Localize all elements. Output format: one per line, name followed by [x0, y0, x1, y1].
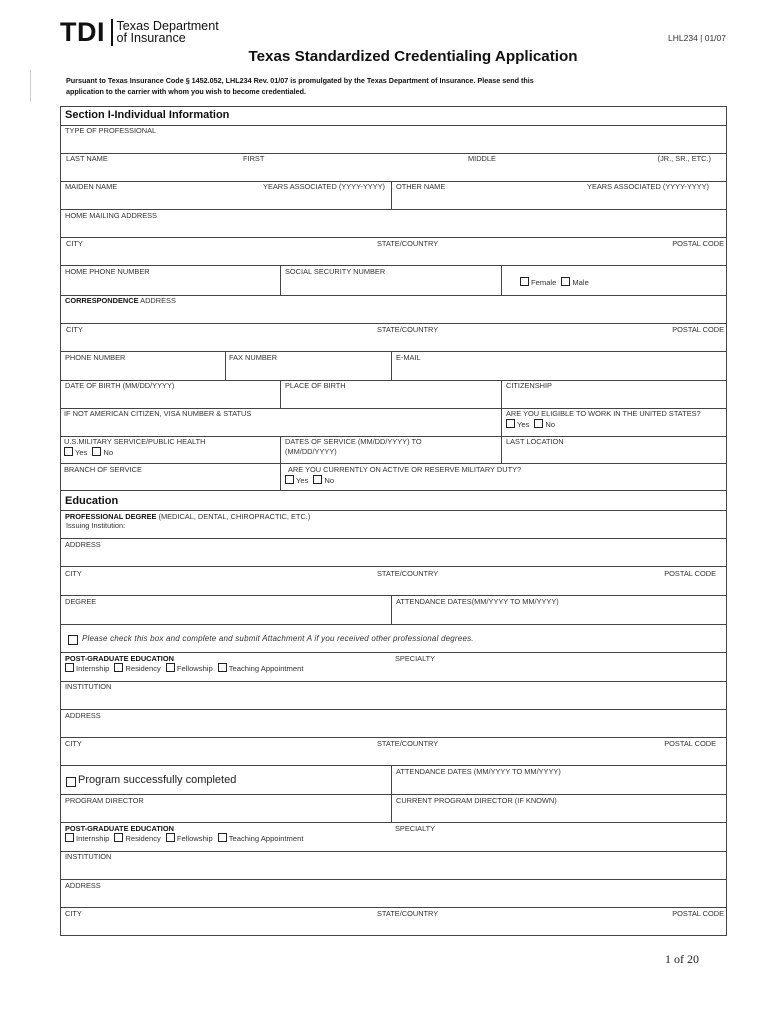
current-director-field[interactable]	[391, 795, 727, 822]
first-name-label: FIRST	[243, 154, 265, 163]
correspondence-bold: CORRESPONDENCE	[65, 296, 139, 305]
degree-postal-label: POSTAL CODE	[664, 569, 716, 578]
active-duty-field	[280, 464, 727, 490]
military-field	[60, 437, 280, 463]
place-of-birth-label: PLACE OF BIRTH	[285, 381, 346, 390]
postgrad1-institution-field[interactable]	[60, 682, 727, 710]
postgrad2-specialty-field[interactable]	[391, 823, 727, 851]
postgrad2-options	[65, 833, 308, 843]
postgrad1-options	[65, 663, 308, 673]
home-mailing-address-field[interactable]	[60, 210, 727, 238]
postgrad1-teaching-checkbox[interactable]	[218, 663, 227, 672]
military-options	[64, 447, 118, 457]
home-state-label: STATE/COUNTRY	[377, 239, 439, 248]
postgrad1-specialty-label: SPECIALTY	[395, 654, 436, 663]
last-location-label: LAST LOCATION	[506, 437, 564, 446]
postgrad2-city-row[interactable]	[60, 908, 727, 936]
visa-label: IF NOT AMERICAN CITIZEN, VISA NUMBER & STATUS	[64, 409, 252, 418]
degree-city-label: CITY	[65, 569, 82, 578]
program-completed-row	[60, 766, 727, 795]
postgrad1-address-label: ADDRESS	[65, 711, 101, 720]
professional-degree-bold: PROFESSIONAL DEGREE	[65, 512, 157, 521]
page-title: Texas Standardized Credentialing Application	[248, 48, 578, 65]
home-mailing-address-label: HOME MAILING ADDRESS	[65, 211, 157, 220]
postgrad2-address-label: ADDRESS	[65, 881, 101, 890]
last-location-field[interactable]	[501, 437, 727, 463]
branch-row	[60, 464, 727, 491]
last-name-label: LAST NAME	[66, 154, 108, 163]
active-duty-no-checkbox[interactable]	[313, 475, 322, 484]
active-duty-yes-label: Yes	[296, 476, 309, 485]
degree-label: DEGREE	[65, 597, 97, 606]
other-degrees-note: Please check this box and complete and submit Attachment A if you received other professional degrees.	[82, 634, 474, 643]
correspondence-address-label	[65, 296, 176, 305]
postgrad2-residency-label: Residency	[125, 834, 161, 843]
postgrad2-postal-label: POSTAL CODE	[672, 909, 724, 918]
postgrad1-internship-label: Internship	[76, 664, 110, 673]
dates-of-service-label-1: DATES OF SERVICE (MM/DD/YYYY) TO	[285, 437, 422, 446]
correspondence-rest: ADDRESS	[138, 296, 176, 305]
visa-row	[60, 409, 727, 437]
logo-line2: of Insurance	[116, 31, 186, 45]
education-header-row	[60, 491, 727, 511]
postgrad1-row	[60, 653, 727, 682]
fax-label: FAX NUMBER	[229, 353, 278, 362]
page-number: 1 of 20	[665, 952, 699, 966]
professional-degree-rest: (MEDICAL, DENTAL, CHIROPRACTIC, ETC.)	[156, 512, 311, 521]
program-director-field[interactable]	[60, 795, 391, 822]
other-degrees-row	[60, 625, 727, 653]
military-row	[60, 437, 727, 464]
gender-field	[501, 266, 727, 295]
postgrad2-fellowship-label: Fellowship	[176, 834, 213, 843]
visa-field[interactable]	[60, 409, 501, 436]
postgrad1-institution-label: INSTITUTION	[65, 682, 112, 691]
postgrad1-internship-checkbox[interactable]	[65, 663, 74, 672]
degree-city-row[interactable]	[60, 567, 727, 596]
postgrad2-type-field	[60, 823, 391, 851]
email-field[interactable]	[391, 352, 727, 380]
correspondence-city-label: CITY	[66, 325, 83, 334]
logo-text	[117, 20, 219, 45]
logo-divider	[111, 19, 113, 46]
degree-address-label: ADDRESS	[65, 540, 101, 549]
birth-row	[60, 381, 727, 409]
home-postal-label: POSTAL CODE	[672, 239, 724, 248]
intro-text	[66, 76, 686, 97]
postgrad2-internship-checkbox[interactable]	[65, 833, 74, 842]
postgrad1-type-field	[60, 653, 391, 681]
name-row[interactable]	[60, 154, 727, 182]
postgrad2-specialty-label: SPECIALTY	[395, 824, 436, 833]
postgrad2-teaching-label: Teaching Appointment	[228, 834, 304, 843]
issuing-institution-label: Issuing Institution:	[66, 521, 126, 530]
fax-field[interactable]	[225, 352, 391, 380]
dob-label: DATE OF BIRTH (MM/DD/YYYY)	[65, 381, 175, 390]
female-label: Female	[531, 278, 557, 287]
postgrad2-state-label: STATE/COUNTRY	[377, 909, 439, 918]
education-title: Education	[65, 495, 119, 507]
correspondence-postal-label: POSTAL CODE	[672, 325, 724, 334]
section1-header-row	[60, 106, 727, 126]
logo-abbr: TDI	[60, 17, 105, 47]
program-director-row	[60, 795, 727, 823]
margin-mark	[30, 70, 31, 102]
eligible-work-label: ARE YOU ELIGIBLE TO WORK IN THE UNITED STATES?	[506, 409, 701, 418]
tdi-logo	[60, 18, 219, 46]
eligible-work-options	[506, 419, 560, 429]
maiden-name-row	[60, 182, 727, 210]
maiden-name-label: MAIDEN NAME	[65, 182, 118, 191]
other-degrees-checkbox[interactable]	[68, 635, 78, 645]
phone-label: PHONE NUMBER	[65, 353, 126, 362]
years-associated-label-2: YEARS ASSOCIATED (YYYY-YYYY)	[587, 182, 709, 191]
postgrad1-teaching-label: Teaching Appointment	[228, 664, 304, 673]
section1-title: Section I-Individual Information	[65, 109, 230, 121]
degree-state-label: STATE/COUNTRY	[377, 569, 439, 578]
postgrad1-fellowship-checkbox[interactable]	[166, 663, 175, 672]
middle-name-label: MIDDLE	[468, 154, 496, 163]
postgrad2-teaching-checkbox[interactable]	[218, 833, 227, 842]
ssn-field[interactable]	[280, 266, 501, 295]
gender-options	[520, 277, 594, 287]
phone-field[interactable]	[60, 352, 225, 380]
postgrad2-row	[60, 823, 727, 852]
male-label: Male	[572, 278, 589, 287]
postgrad2-fellowship-checkbox[interactable]	[166, 833, 175, 842]
postgrad1-attendance-field[interactable]	[391, 766, 727, 794]
military-no-checkbox[interactable]	[92, 447, 101, 456]
program-director-label: PROGRAM DIRECTOR	[65, 796, 144, 805]
postgrad1-specialty-field[interactable]	[391, 653, 727, 681]
correspondence-address-field[interactable]	[60, 296, 727, 324]
suffix-label: (JR., SR., ETC.)	[657, 154, 711, 163]
dob-field[interactable]	[60, 381, 280, 408]
citizenship-field[interactable]	[501, 381, 727, 408]
postgrad1-residency-label: Residency	[125, 664, 161, 673]
military-no-label: No	[103, 448, 114, 457]
postgrad2-residency-checkbox[interactable]	[114, 833, 123, 842]
postgrad1-city-row[interactable]	[60, 738, 727, 766]
postgrad1-title: POST-GRADUATE EDUCATION	[65, 654, 174, 663]
active-duty-no-label: No	[324, 476, 335, 485]
postgrad1-state-label: STATE/COUNTRY	[377, 739, 439, 748]
maiden-name-field[interactable]	[60, 182, 391, 209]
intro-line1: Pursuant to Texas Insurance Code § 1452.052, LHL234 Rev. 01/07 is promulgated by the Texas Department of Insurance. Please send this	[66, 76, 534, 85]
dates-of-service-field[interactable]	[280, 437, 501, 463]
degree-attendance-field[interactable]	[391, 596, 727, 624]
military-yes-checkbox[interactable]	[64, 447, 73, 456]
postgrad1-attendance-label: ATTENDANCE DATES (MM/YYYY TO MM/YYYY)	[396, 767, 561, 776]
postgrad2-title: POST-GRADUATE EDUCATION	[65, 824, 174, 833]
professional-degree-label	[65, 512, 310, 521]
correspondence-city-row[interactable]	[60, 324, 727, 352]
type-of-professional-field[interactable]	[60, 126, 727, 154]
degree-attendance-label: ATTENDANCE DATES(MM/YYYY TO MM/YYYY)	[396, 597, 559, 606]
program-completed-field	[60, 766, 391, 794]
eligible-yes-checkbox[interactable]	[506, 419, 515, 428]
intro-line2: application to the carrier with whom you wish to become credentialed.	[66, 86, 307, 96]
postgrad2-institution-field[interactable]	[60, 852, 727, 880]
branch-field[interactable]	[60, 464, 280, 490]
military-label: U.S.MILITARY SERVICE/PUBLIC HEALTH	[64, 437, 206, 446]
postgrad1-postal-label: POSTAL CODE	[664, 739, 716, 748]
type-of-professional-label: TYPE OF PROFESSIONAL	[65, 126, 157, 135]
degree-row	[60, 596, 727, 625]
other-name-label: OTHER NAME	[396, 182, 446, 191]
place-of-birth-field[interactable]	[280, 381, 501, 408]
program-completed-label: Program successfully completed	[78, 774, 237, 786]
active-duty-label: ARE YOU CURRENTLY ON ACTIVE OR RESERVE MILITARY DUTY?	[288, 465, 522, 474]
active-duty-yes-checkbox[interactable]	[285, 475, 294, 484]
postgrad2-city-label: CITY	[65, 909, 82, 918]
correspondence-state-label: STATE/COUNTRY	[377, 325, 439, 334]
home-phone-field[interactable]	[60, 266, 280, 295]
program-completed-checkbox[interactable]	[66, 777, 76, 787]
postgrad2-institution-label: INSTITUTION	[65, 852, 112, 861]
eligible-no-checkbox[interactable]	[534, 419, 543, 428]
home-phone-row	[60, 266, 727, 296]
postgrad1-address-field[interactable]	[60, 710, 727, 738]
home-phone-label: HOME PHONE NUMBER	[65, 267, 150, 276]
other-name-field[interactable]	[391, 182, 727, 209]
postgrad2-internship-label: Internship	[76, 834, 110, 843]
ssn-label: SOCIAL SECURITY NUMBER	[285, 267, 386, 276]
eligible-work-field	[501, 409, 727, 436]
professional-degree-field[interactable]	[60, 511, 727, 539]
active-duty-options	[285, 475, 339, 485]
military-yes-label: Yes	[75, 448, 88, 457]
logo-line1: Texas Department	[116, 18, 219, 33]
eligible-yes-label: Yes	[517, 420, 530, 429]
home-city-row[interactable]	[60, 238, 727, 266]
years-associated-label-1: YEARS ASSOCIATED (YYYY-YYYY)	[263, 182, 385, 191]
citizenship-label: CITIZENSHIP	[506, 381, 552, 390]
postgrad1-fellowship-label: Fellowship	[176, 664, 213, 673]
contact-row	[60, 352, 727, 381]
home-city-label: CITY	[66, 239, 83, 248]
male-checkbox[interactable]	[561, 277, 570, 286]
email-label: E-MAIL	[396, 353, 421, 362]
female-checkbox[interactable]	[520, 277, 529, 286]
dates-of-service-label-2: (MM/DD/YYYY)	[285, 447, 337, 456]
eligible-no-label: No	[545, 420, 556, 429]
postgrad2-address-field[interactable]	[60, 880, 727, 908]
current-director-label: CURRENT PROGRAM DIRECTOR (IF KNOWN)	[396, 796, 557, 805]
degree-field[interactable]	[60, 596, 391, 624]
degree-address-field[interactable]	[60, 539, 727, 567]
branch-label: BRANCH OF SERVICE	[64, 465, 142, 474]
postgrad1-residency-checkbox[interactable]	[114, 663, 123, 672]
form-id: LHL234 | 01/07	[668, 33, 726, 43]
postgrad1-city-label: CITY	[65, 739, 82, 748]
